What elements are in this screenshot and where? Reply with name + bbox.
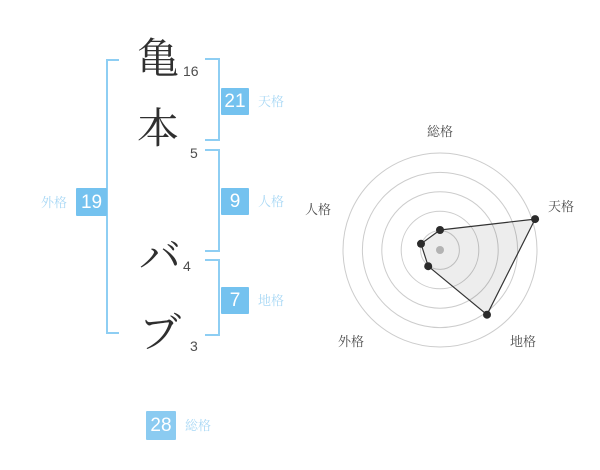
radar-axis-label: 人格 <box>304 202 332 217</box>
radar-axis-label: 外格 <box>337 334 365 349</box>
name-character: ブ <box>139 309 182 356</box>
score-value-box: 21 <box>221 88 249 115</box>
score-value-box: 28 <box>146 411 176 440</box>
radar-chart-svg <box>295 115 585 360</box>
score-label: 天格 <box>258 94 285 109</box>
name-character: 亀 <box>137 35 180 82</box>
score-label: 外格 <box>41 194 68 210</box>
name-character: バ <box>139 233 182 280</box>
radar-vertex-marker <box>531 215 539 223</box>
score-label: 総格 <box>185 418 212 433</box>
radar-axis-label: 地格 <box>509 334 537 349</box>
stroke-count: 16 <box>183 63 199 79</box>
radar-vertex-marker <box>424 262 432 270</box>
stroke-count: 5 <box>190 145 198 161</box>
jinkaku-bracket <box>205 149 220 252</box>
name-character: 本 <box>137 105 180 152</box>
score-label: 地格 <box>258 293 285 308</box>
stroke-count: 4 <box>183 258 191 274</box>
chikaku-bracket <box>205 259 220 336</box>
radar-vertex-marker <box>483 311 491 319</box>
jinkaku-score <box>221 188 284 215</box>
score-label: 人格 <box>258 194 285 209</box>
radar-vertex-marker <box>417 240 425 248</box>
fortune-radar-chart <box>295 115 585 360</box>
soukaku-score <box>146 411 211 440</box>
radar-axis-label: 総格 <box>426 124 454 139</box>
score-value-box: 7 <box>221 287 249 314</box>
tenkaku-score <box>221 88 284 115</box>
chikaku-score <box>221 287 284 314</box>
score-value-box: 9 <box>221 188 249 215</box>
radar-vertex-marker <box>436 226 444 234</box>
radar-axis-label: 天格 <box>547 199 575 214</box>
tenkaku-bracket <box>205 58 220 141</box>
stroke-count: 3 <box>190 338 198 354</box>
radar-center-dot <box>436 246 444 254</box>
gaikaku-score <box>41 188 107 216</box>
gaikaku-bracket <box>106 59 119 334</box>
score-value-box: 19 <box>76 188 107 216</box>
